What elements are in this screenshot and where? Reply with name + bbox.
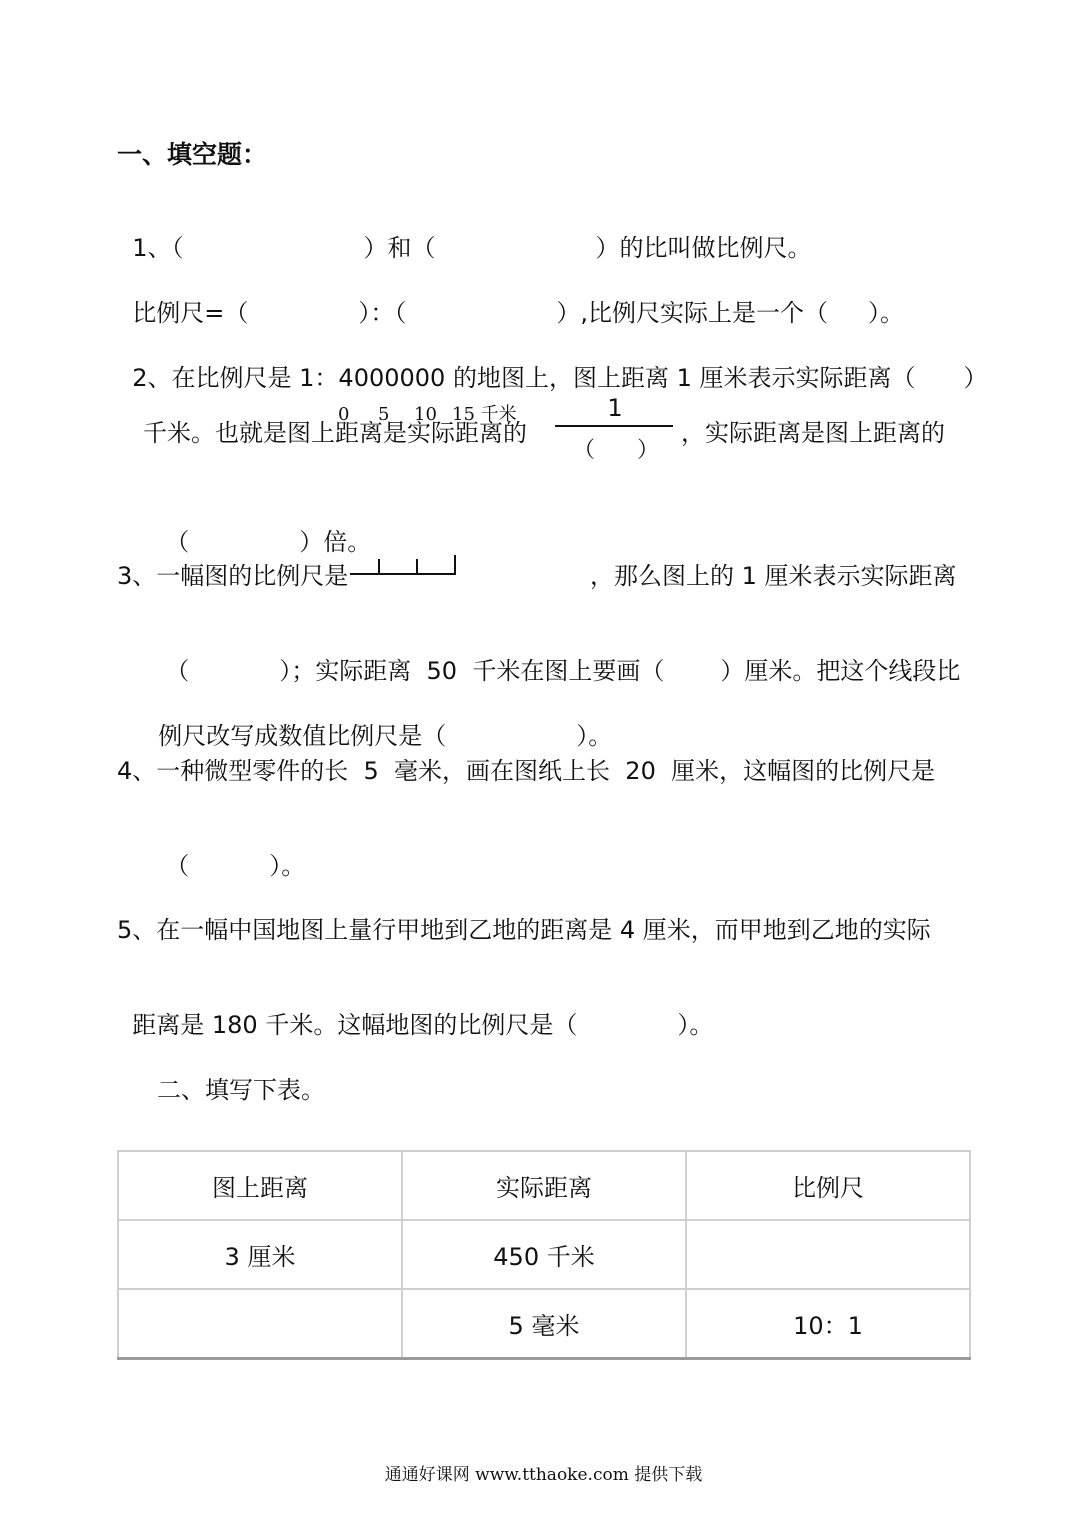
q1-text: ）,比例尺实际上是一个（ (556, 299, 829, 327)
table-cell: 450 千米 (402, 1220, 686, 1289)
table-cell: 10：1 (686, 1289, 970, 1359)
scale-table (117, 1150, 971, 1360)
q3-text: （ (165, 657, 190, 685)
q1-text: 比例尺=（ (132, 299, 249, 327)
table-cell (118, 1289, 402, 1359)
q2-text: （ (165, 528, 190, 556)
q2-line2a: 千米。也就是图上距离是实际距离的 (143, 419, 527, 447)
q3-text: ）。 (576, 722, 613, 750)
table-header-row (118, 1151, 970, 1220)
table-cell: 5 毫米 (402, 1289, 686, 1359)
scale-bar-tick (378, 559, 380, 575)
fraction-numerator: 1 (607, 394, 623, 422)
q1-text: ）：（ (358, 299, 407, 327)
q1-line1 (117, 203, 812, 263)
q1-text: ）的比叫做比例尺。 (595, 234, 812, 262)
scale-label-0: 0 (338, 404, 350, 425)
q2-line1 (117, 333, 987, 393)
table-cell: 3 厘米 (118, 1220, 402, 1289)
q1-text: ）。 (868, 299, 905, 327)
table-header-cell: 图上距离 (118, 1151, 402, 1220)
q1-line2 (117, 268, 904, 328)
q3-line2 (150, 626, 960, 686)
q3-line1b: ，那么图上的 1 厘米表示实际距离 (590, 562, 957, 590)
scale-bar-tick (454, 555, 456, 575)
line-scale-bar (340, 555, 460, 577)
table-header-cell: 比例尺 (686, 1151, 970, 1220)
q2-text: 2、在比例尺是 1：4000000 的地图上，图上距离 1 厘米表示实际距离（ (132, 364, 916, 392)
scale-bar-tick (416, 559, 418, 575)
footer-text: 通通好课网 www.tthaoke.com 提供下载 (384, 1465, 703, 1485)
q3-text: ）厘米。把这个线段比 (720, 657, 961, 685)
scale-bar-baseline (350, 573, 456, 575)
fraction-bar (555, 425, 673, 427)
q4-text: （ (165, 852, 190, 880)
q4-line1: 4、一种微型零件的长 5 毫米，画在图纸上长 20 厘米，这幅图的比例尺是 (117, 757, 936, 785)
scale-label-15: 15 千米 (452, 404, 517, 425)
q2-line2b: ，实际距离是图上距离的 (681, 419, 945, 447)
table-row (118, 1220, 970, 1289)
fraction-denominator: （ ） (573, 438, 659, 463)
q5-line1: 5、在一幅中国地图上量行甲地到乙地的距离是 4 厘米，而甲地到乙地的实际 (117, 916, 931, 944)
q2-text: ） (963, 364, 988, 392)
q3-text: 例尺改写成数值比例尺是（ (158, 722, 447, 750)
q2-line3 (150, 497, 371, 557)
section2-title: 二、填写下表。 (157, 1076, 325, 1104)
q2-text: ）倍。 (299, 528, 372, 556)
q3-line1a: 3、一幅图的比例尺是 (117, 562, 349, 590)
scale-label-5: 5 (378, 404, 390, 425)
q4-line2 (150, 821, 305, 881)
q3-text: ）；实际距离 50 千米在图上要画（ (279, 657, 665, 685)
q3-line3 (143, 691, 612, 751)
table-cell (686, 1220, 970, 1289)
q1-text: ）和（ (363, 234, 436, 262)
table-header-cell: 实际距离 (402, 1151, 686, 1220)
scale-label-10: 10 (414, 404, 437, 425)
q5-text: ）。 (677, 1011, 714, 1039)
q1-text: 1、（ (132, 234, 184, 262)
section1-title: 一、填空题： (117, 140, 268, 169)
q5-line2 (117, 980, 713, 1040)
table-row (118, 1289, 970, 1359)
q4-text: ）。 (269, 852, 306, 880)
q5-text: 距离是 180 千米。这幅地图的比例尺是（ (132, 1011, 578, 1039)
